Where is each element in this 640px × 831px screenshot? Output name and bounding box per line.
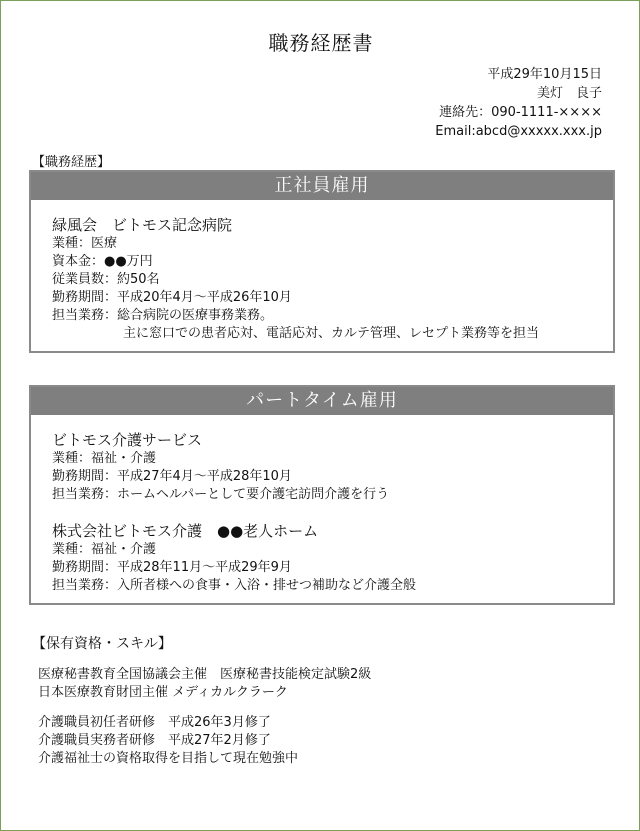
parttime-detail-line: 担当業務：ホームヘルパーとして要介護宅訪問介護を行う xyxy=(52,487,390,502)
parttime-detail-line: 勤務期間：平成28年11月～平成29年9月 xyxy=(52,560,292,575)
parttime-detail-line: 勤務期間：平成27年4月～平成28年10月 xyxy=(52,469,292,484)
fulltime-detail-line: 勤務期間：平成20年4月～平成26年10月 xyxy=(52,290,292,305)
parttime-header: パートタイム雇用 xyxy=(31,387,613,415)
email-contact: Email:abcd@xxxxx.xxx.jp xyxy=(435,124,602,139)
document-title: 職務経歴書 xyxy=(268,31,374,55)
applicant-name: 美灯 良子 xyxy=(536,86,602,101)
skill-item: 介護職員実務者研修 平成27年2月修了 xyxy=(38,733,271,748)
parttime-org-name-1: ビトモス介護サービス xyxy=(52,431,203,449)
career-section-label: 【職務経歴】 xyxy=(32,155,111,170)
skills-list xyxy=(38,666,371,768)
skills-section-label: 【保有資格・スキル】 xyxy=(32,636,172,652)
header-meta xyxy=(435,65,602,141)
parttime-box xyxy=(29,385,615,605)
fulltime-duty-continuation: 主に窓口での患者応対、電話応対、カルテ管理、レセプト業務等を担当 xyxy=(123,326,540,341)
parttime-body xyxy=(31,415,613,595)
parttime-detail-line: 業種：福祉・介護 xyxy=(52,451,157,466)
parttime-org-name-2: 株式会社ビトモス介護 ●●老人ホーム xyxy=(52,522,319,540)
parttime-detail-line: 業種：福祉・介護 xyxy=(52,542,157,557)
skill-item: 介護福祉士の資格取得を目指して現在勉強中 xyxy=(38,751,299,766)
fulltime-detail-line: 従業員数：約50名 xyxy=(52,272,160,287)
fulltime-detail-line: 業種：医療 xyxy=(52,236,118,251)
parttime-detail-line: 担当業務：入所者様への食事・入浴・排せつ補助など介護全般 xyxy=(52,578,417,593)
fulltime-detail-line: 担当業務：総合病院の医療事務業務。 xyxy=(52,308,274,323)
skill-item: 医療秘書教育全国協議会主催 医療秘書技能検定試験2級 xyxy=(38,667,372,682)
fulltime-box xyxy=(29,170,615,353)
skill-item: 介護職員初任者研修 平成26年3月修了 xyxy=(38,715,271,730)
fulltime-org-name: 緑風会 ビトモス記念病院 xyxy=(52,216,233,234)
document-date: 平成29年10月15日 xyxy=(487,67,602,82)
skill-item: 日本医療教育財団主催 メディカルクラーク xyxy=(38,685,288,700)
fulltime-body xyxy=(31,200,613,343)
phone-contact: 連絡先：090-1111-×××× xyxy=(439,105,602,120)
fulltime-header: 正社員雇用 xyxy=(31,172,613,200)
fulltime-detail-line: 資本金：●●万円 xyxy=(52,254,153,269)
